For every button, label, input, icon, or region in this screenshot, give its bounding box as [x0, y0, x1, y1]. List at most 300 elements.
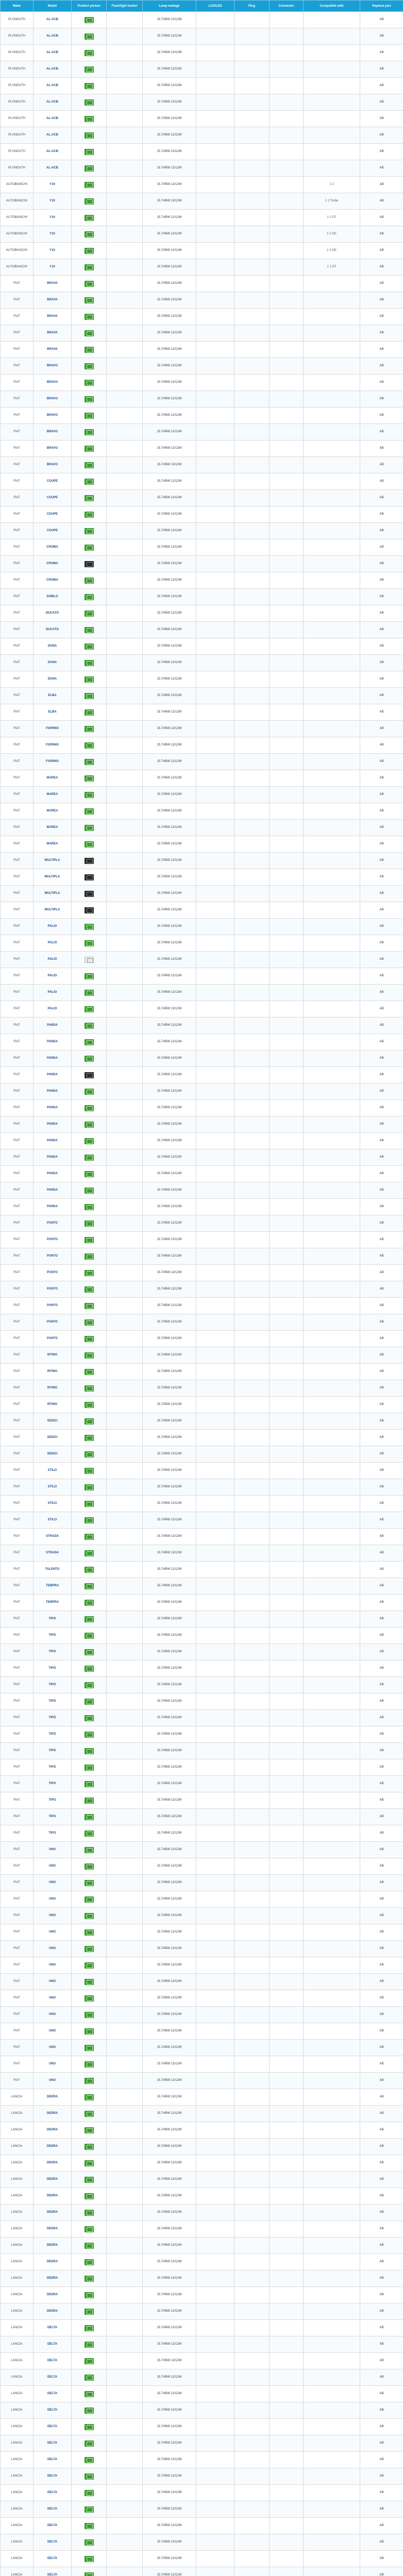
plug-cell [234, 902, 270, 919]
display-cell [196, 1463, 234, 1479]
product-picture [72, 78, 107, 94]
part-cell: AB [360, 1710, 403, 1726]
plug-cell [234, 1545, 270, 1562]
make-cell: FIAT [1, 2040, 33, 2056]
product-thumbnail-icon [85, 2309, 94, 2315]
wattage-cell: 15.7/45W 12/12W [143, 2238, 196, 2254]
make-cell: FIAT [1, 1710, 33, 1726]
display-cell [196, 770, 234, 787]
product-picture [72, 1974, 107, 1990]
part-cell: AB [360, 2435, 403, 2452]
plug-cell [234, 1364, 270, 1380]
wattage-cell: 15.7/45W 12/12W [143, 836, 196, 853]
connector-cell [270, 1693, 304, 1710]
button-cell [107, 572, 143, 589]
part-cell: AB [360, 1232, 403, 1248]
model-cell: PANDA [33, 1083, 72, 1100]
make-cell: PLYMOUTH [1, 94, 33, 111]
model-cell: DELTA [33, 2501, 72, 2518]
button-cell [107, 2073, 143, 2089]
connector-cell [270, 1232, 304, 1248]
model-cell: DEDRA [33, 2172, 72, 2188]
product-picture [72, 2320, 107, 2336]
make-cell: FIAT [1, 1067, 33, 1083]
button-cell [107, 1364, 143, 1380]
connector-cell [270, 1908, 304, 1924]
product-thumbnail-icon [85, 33, 94, 40]
plug-cell [234, 1611, 270, 1628]
wattage-cell: 15.7/45W 12/12W [143, 2089, 196, 2106]
product-thumbnail-icon [85, 2276, 94, 2282]
table-row [1, 787, 403, 803]
plug-cell [234, 2468, 270, 2485]
product-thumbnail-icon [85, 297, 94, 303]
display-cell [196, 1215, 234, 1232]
model-cell: AL-ACB [33, 28, 72, 45]
make-cell: FIAT [1, 919, 33, 935]
model-cell: PANDA [33, 1100, 72, 1116]
connector-cell [270, 1496, 304, 1512]
button-cell [107, 144, 143, 160]
connector-cell [270, 704, 304, 721]
product-thumbnail-icon [85, 742, 94, 749]
model-cell: UNO [33, 1957, 72, 1974]
product-thumbnail-icon [85, 858, 94, 864]
column-header: Flash/light button [107, 1, 143, 12]
make-cell: PLYMOUTH [1, 28, 33, 45]
display-cell [196, 243, 234, 259]
product-thumbnail-icon [85, 907, 94, 913]
model-cell: UNO [33, 1875, 72, 1891]
plug-cell [234, 803, 270, 820]
compat-cell [304, 292, 360, 309]
product-thumbnail-icon [85, 1880, 94, 1886]
part-cell: AB [360, 1413, 403, 1430]
button-cell [107, 523, 143, 539]
plug-cell [234, 2369, 270, 2386]
part-cell: AB [360, 292, 403, 309]
plug-cell [234, 424, 270, 440]
model-cell: AL-ACB [33, 45, 72, 61]
make-cell: FIAT [1, 655, 33, 671]
connector-cell [270, 1067, 304, 1083]
product-picture [72, 1809, 107, 1825]
product-thumbnail-icon [85, 2375, 94, 2381]
model-cell: DUCATO [33, 605, 72, 622]
make-cell: FIAT [1, 1215, 33, 1232]
plug-cell [234, 935, 270, 952]
connector-cell [270, 506, 304, 523]
display-cell [196, 440, 234, 457]
product-thumbnail-icon [85, 2457, 94, 2463]
display-cell [196, 177, 234, 193]
product-thumbnail-icon [85, 2408, 94, 2414]
connector-cell [270, 78, 304, 94]
product-picture [72, 605, 107, 622]
plug-cell [234, 2139, 270, 2155]
product-picture [72, 770, 107, 787]
wattage-cell: 15.7/45W 12/12W [143, 243, 196, 259]
connector-cell [270, 968, 304, 985]
display-cell [196, 1496, 234, 1512]
model-cell: UNO [33, 2040, 72, 2056]
plug-cell [234, 1001, 270, 1018]
table-row [1, 2402, 403, 2419]
wattage-cell: 15.7/45W 12/12W [143, 605, 196, 622]
display-cell [196, 688, 234, 704]
plug-cell [234, 2287, 270, 2303]
compat-cell [304, 1001, 360, 1018]
plug-cell [234, 1232, 270, 1248]
make-cell: AUTOBIANCHI [1, 226, 33, 243]
wattage-cell: 15.7/45W 12/12W [143, 787, 196, 803]
plug-cell [234, 1347, 270, 1364]
display-cell [196, 309, 234, 325]
plug-cell [234, 1595, 270, 1611]
part-cell: AB [360, 572, 403, 589]
button-cell [107, 1611, 143, 1628]
compat-cell [304, 2007, 360, 2023]
wattage-cell: 15.7/45W 12/12W [143, 408, 196, 424]
compat-cell [304, 1759, 360, 1776]
product-thumbnail-icon [85, 2259, 94, 2265]
display-cell [196, 408, 234, 424]
wattage-cell: 15.7/45W 12/12W [143, 391, 196, 408]
plug-cell [234, 144, 270, 160]
product-thumbnail-icon [85, 264, 94, 270]
model-cell: RITMO [33, 1397, 72, 1413]
display-cell [196, 985, 234, 1001]
model-cell: PALIO [33, 919, 72, 935]
product-picture [72, 1232, 107, 1248]
connector-cell [270, 1364, 304, 1380]
model-cell: CROMA [33, 556, 72, 572]
product-thumbnail-icon [85, 1484, 94, 1490]
compat-cell [304, 2534, 360, 2551]
connector-cell [270, 94, 304, 111]
make-cell: FIAT [1, 836, 33, 853]
product-picture [72, 408, 107, 424]
button-cell [107, 1380, 143, 1397]
part-cell: AB [360, 1018, 403, 1034]
part-cell: AB [360, 1100, 403, 1116]
connector-cell [270, 803, 304, 820]
table-row [1, 1924, 403, 1941]
display-cell [196, 160, 234, 177]
table-row [1, 358, 403, 375]
plug-cell [234, 375, 270, 391]
compat-cell [304, 1182, 360, 1199]
table-row [1, 1496, 403, 1512]
table-row [1, 144, 403, 160]
part-cell: AB [360, 2270, 403, 2287]
connector-cell [270, 1759, 304, 1776]
wattage-cell: 15.7/45W 12/12W [143, 1281, 196, 1298]
product-thumbnail-icon [85, 446, 94, 452]
compat-cell [304, 1677, 360, 1693]
model-cell: PUNTO [33, 1281, 72, 1298]
connector-cell [270, 952, 304, 968]
wattage-cell: 15.7/45W 12/12W [143, 2402, 196, 2419]
button-cell [107, 2221, 143, 2238]
wattage-cell: 15.7/45W 12/12W [143, 2419, 196, 2435]
compat-cell [304, 2056, 360, 2073]
plug-cell [234, 94, 270, 111]
part-cell: AB [360, 2007, 403, 2023]
button-cell [107, 1281, 143, 1298]
wattage-cell: 15.7/45W 12/12W [143, 2468, 196, 2485]
model-cell: BRAVA [33, 342, 72, 358]
display-cell [196, 111, 234, 127]
plug-cell [234, 1100, 270, 1116]
product-picture [72, 2369, 107, 2386]
part-cell: AB [360, 2303, 403, 2320]
product-picture [72, 1347, 107, 1364]
button-cell [107, 1759, 143, 1776]
product-picture [72, 2452, 107, 2468]
model-cell: AL-ACB [33, 144, 72, 160]
plug-cell [234, 968, 270, 985]
plug-cell [234, 539, 270, 556]
model-cell: UNO [33, 1974, 72, 1990]
compat-cell [304, 1116, 360, 1133]
product-picture [72, 655, 107, 671]
plug-cell [234, 1281, 270, 1298]
product-thumbnail-icon [85, 2210, 94, 2216]
part-cell: AB [360, 2122, 403, 2139]
product-thumbnail-icon [85, 2556, 94, 2562]
product-thumbnail-icon [85, 1188, 94, 1194]
compat-cell [304, 1463, 360, 1479]
wattage-cell: 15.7/45W 12/12W [143, 1331, 196, 1347]
part-cell: AB [360, 952, 403, 968]
model-cell: AL-ACB [33, 78, 72, 94]
part-cell: AB [360, 61, 403, 78]
connector-cell [270, 2567, 304, 2576]
display-cell [196, 1710, 234, 1726]
product-thumbnail-icon [85, 2490, 94, 2496]
display-cell [196, 473, 234, 490]
display-cell [196, 1957, 234, 1974]
display-cell [196, 1397, 234, 1413]
part-cell: AB [360, 1182, 403, 1199]
wattage-cell: 15.7/45W 12/12W [143, 177, 196, 193]
model-cell: PALIO [33, 952, 72, 968]
wattage-cell: 15.7/45W 12/12W [143, 1512, 196, 1529]
compat-cell [304, 1792, 360, 1809]
model-cell: CROMA [33, 572, 72, 589]
make-cell: FIAT [1, 1331, 33, 1347]
plug-cell [234, 1875, 270, 1891]
product-thumbnail-icon [85, 1863, 94, 1870]
display-cell [196, 2188, 234, 2205]
part-cell: AB [360, 1578, 403, 1595]
product-thumbnail-icon [85, 1814, 94, 1820]
display-cell [196, 1809, 234, 1825]
table-row [1, 1413, 403, 1430]
button-cell [107, 787, 143, 803]
part-cell: AB [360, 2106, 403, 2122]
make-cell: FIAT [1, 935, 33, 952]
product-picture [72, 952, 107, 968]
make-cell: FIAT [1, 820, 33, 836]
table-row [1, 968, 403, 985]
model-cell: PUNTO [33, 1232, 72, 1248]
wattage-cell: 15.7/45W 12/12W [143, 1628, 196, 1644]
product-picture [72, 144, 107, 160]
table-row [1, 1941, 403, 1957]
compat-cell [304, 1265, 360, 1281]
make-cell: AUTOBIANCHI [1, 193, 33, 210]
display-cell [196, 2056, 234, 2073]
connector-cell [270, 1660, 304, 1677]
plug-cell [234, 523, 270, 539]
wattage-cell: 15.7/45W 12/12W [143, 869, 196, 886]
table-row [1, 919, 403, 935]
connector-cell [270, 2485, 304, 2501]
part-cell: AB [360, 309, 403, 325]
make-cell: LANCIA [1, 2353, 33, 2369]
product-thumbnail-icon [85, 759, 94, 765]
model-cell: BRAVO [33, 457, 72, 473]
model-cell: DELTA [33, 2518, 72, 2534]
button-cell [107, 1446, 143, 1463]
wattage-cell: 15.7/45W 12/12W [143, 1908, 196, 1924]
button-cell [107, 869, 143, 886]
product-picture [72, 1463, 107, 1479]
table-row [1, 2336, 403, 2353]
wattage-cell: 15.7/45W 12/12W [143, 968, 196, 985]
display-cell [196, 1364, 234, 1380]
part-cell: AB [360, 1529, 403, 1545]
connector-cell [270, 2238, 304, 2254]
part-cell: AB [360, 853, 403, 869]
display-cell [196, 2320, 234, 2336]
compat-cell [304, 1595, 360, 1611]
product-picture [72, 2139, 107, 2155]
compat-cell [304, 737, 360, 754]
part-cell: AB [360, 1776, 403, 1792]
product-picture [72, 1380, 107, 1397]
compat-cell [304, 605, 360, 622]
product-picture [72, 1331, 107, 1347]
make-cell: FIAT [1, 770, 33, 787]
wattage-cell: 15.7/45W 12/12W [143, 28, 196, 45]
product-picture [72, 2419, 107, 2435]
connector-cell [270, 1116, 304, 1133]
display-cell [196, 2435, 234, 2452]
button-cell [107, 1149, 143, 1166]
model-cell: SEDICI [33, 1413, 72, 1430]
table-row [1, 2221, 403, 2238]
model-cell: COUPE [33, 490, 72, 506]
table-row [1, 1908, 403, 1924]
table-row [1, 1545, 403, 1562]
table-row [1, 1974, 403, 1990]
plug-cell [234, 2106, 270, 2122]
make-cell: LANCIA [1, 2534, 33, 2551]
compat-cell [304, 935, 360, 952]
make-cell: FIAT [1, 2056, 33, 2073]
button-cell [107, 1215, 143, 1232]
compat-cell [304, 2551, 360, 2567]
display-cell [196, 737, 234, 754]
product-picture [72, 1858, 107, 1875]
plug-cell [234, 605, 270, 622]
display-cell [196, 2567, 234, 2576]
make-cell: LANCIA [1, 2386, 33, 2402]
table-row [1, 1265, 403, 1281]
button-cell [107, 457, 143, 473]
product-picture [72, 1149, 107, 1166]
display-cell [196, 2221, 234, 2238]
compat-cell: 1 2 GE [304, 243, 360, 259]
model-cell: RITMO [33, 1364, 72, 1380]
button-cell [107, 2205, 143, 2221]
display-cell [196, 836, 234, 853]
product-thumbnail-icon [85, 2061, 94, 2067]
display-cell [196, 572, 234, 589]
button-cell [107, 820, 143, 836]
product-picture [72, 622, 107, 638]
table-row [1, 1446, 403, 1463]
wattage-cell: 15.7/45W 12/12W [143, 1034, 196, 1050]
product-thumbnail-icon [85, 116, 94, 122]
table-row [1, 2419, 403, 2435]
display-cell [196, 919, 234, 935]
make-cell: LANCIA [1, 2303, 33, 2320]
display-cell [196, 226, 234, 243]
table-row [1, 985, 403, 1001]
part-cell: AB [360, 358, 403, 375]
wattage-cell: 15.7/45W 12/12W [143, 2007, 196, 2023]
make-cell: FIAT [1, 1413, 33, 1430]
part-cell: AB [360, 605, 403, 622]
make-cell: FIAT [1, 688, 33, 704]
part-cell: AB [360, 1149, 403, 1166]
make-cell: FIAT [1, 506, 33, 523]
product-picture [72, 1875, 107, 1891]
table-row [1, 292, 403, 309]
product-thumbnail-icon [85, 792, 94, 798]
product-picture [72, 1628, 107, 1644]
compat-cell [304, 1232, 360, 1248]
product-picture [72, 1990, 107, 2007]
make-cell: FIAT [1, 539, 33, 556]
model-cell: DELTA [33, 2402, 72, 2419]
product-thumbnail-icon [85, 2539, 94, 2546]
display-cell [196, 358, 234, 375]
display-cell [196, 556, 234, 572]
connector-cell [270, 2172, 304, 2188]
make-cell: PLYMOUTH [1, 111, 33, 127]
part-cell: AB [360, 1133, 403, 1149]
product-thumbnail-icon [85, 2226, 94, 2232]
compat-cell [304, 1380, 360, 1397]
button-cell [107, 1660, 143, 1677]
product-picture [72, 2353, 107, 2369]
product-thumbnail-icon [85, 1995, 94, 2002]
connector-cell [270, 12, 304, 28]
plug-cell [234, 1331, 270, 1347]
model-cell: UNO [33, 1990, 72, 2007]
button-cell [107, 2303, 143, 2320]
product-thumbnail-icon [85, 1682, 94, 1688]
product-thumbnail-icon [85, 1732, 94, 1738]
button-cell [107, 803, 143, 820]
make-cell: FIAT [1, 1677, 33, 1693]
table-row [1, 1248, 403, 1265]
